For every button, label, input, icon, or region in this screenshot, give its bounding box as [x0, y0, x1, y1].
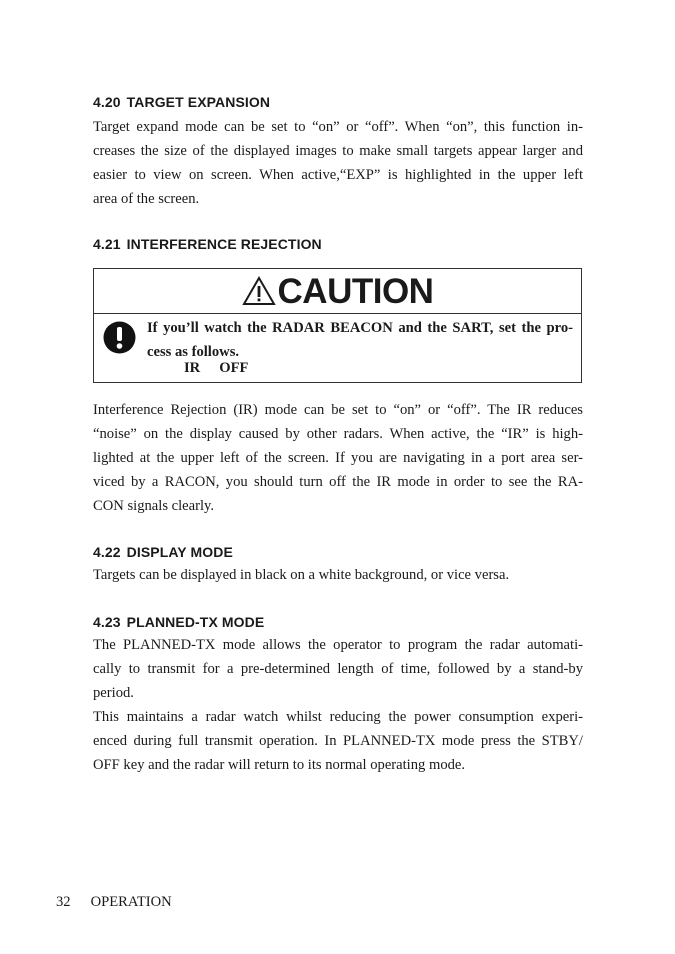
section-number: 4.22 [93, 544, 121, 560]
paragraph-line: “noise” on the display caused by other radars. When active, the “IR” is high- [93, 426, 583, 442]
caution-box [93, 268, 582, 383]
section-heading-target-expansion [93, 94, 270, 110]
paragraph-line: Target expand mode can be set to “on” or “off”. When “on”, this function in- [93, 119, 583, 135]
section-heading-planned-tx-mode [93, 614, 264, 630]
caution-line: cess as follows. [147, 344, 240, 360]
paragraph-line: period. [93, 685, 134, 701]
paragraph-line: OFF key and the radar will return to its normal operating mode. [93, 757, 466, 773]
setting-value: OFF [219, 360, 249, 376]
paragraph-line: Interference Rejection (IR) mode can be set to “on” or “off”. The IR reduces [93, 402, 583, 418]
section-number: 4.23 [93, 614, 121, 630]
section-title: PLANNED-TX MODE [126, 614, 265, 630]
section-title: INTERFERENCE REJECTION [126, 236, 322, 252]
exclamation-icon [103, 321, 136, 354]
caution-header [94, 269, 581, 314]
caution-setting [184, 360, 248, 377]
section-title: DISPLAY MODE [126, 544, 233, 560]
warning-triangle-icon [242, 276, 276, 306]
paragraph-line: enced during full transmit operation. In PLANNED-TX mode press the STBY/ [93, 733, 583, 749]
paragraph-line: The PLANNED-TX mode allows the operator to program the radar automati- [93, 637, 583, 653]
paragraph-line: lighted at the upper left of the screen. If you are navigating in a port area ser- [93, 450, 583, 466]
paragraph-line: cally to transmit for a pre-determined length of time, followed by a stand-by [93, 661, 583, 677]
section-number: 4.20 [93, 94, 121, 110]
caution-line: If you’ll watch the RADAR BEACON and the SART, set the pro- [147, 320, 573, 336]
paragraph-planned-tx-mode [93, 633, 583, 777]
paragraph-target-expansion [93, 115, 583, 211]
paragraph-line: creases the size of the displayed images to make small targets appear larger and [93, 143, 583, 159]
paragraph-line: easier to view on screen. When active,“EXP” is highlighted in the upper left [93, 167, 583, 183]
footer-section-name: OPERATION [90, 894, 172, 910]
page-number: 32 [56, 894, 71, 910]
section-heading-display-mode [93, 544, 233, 560]
caution-text [147, 316, 573, 364]
section-heading-interference-rejection [93, 236, 322, 252]
page-footer [56, 894, 172, 911]
setting-item: IR [184, 360, 201, 376]
paragraph-line: CON signals clearly. [93, 498, 215, 514]
paragraph-line: viced by a RACON, you should turn off the IR mode in order to see the RA- [93, 474, 583, 490]
paragraph-line: Targets can be displayed in black on a white background, or vice versa. [93, 567, 510, 583]
paragraph-interference-rejection [93, 398, 583, 518]
caution-title: CAUTION [277, 271, 434, 311]
paragraph-display-mode [93, 563, 583, 587]
paragraph-line: area of the screen. [93, 191, 200, 207]
section-title: TARGET EXPANSION [126, 94, 271, 110]
paragraph-line: This maintains a radar watch whilst reducing the power consumption experi- [93, 709, 583, 725]
section-number: 4.21 [93, 236, 121, 252]
caution-body [94, 314, 581, 384]
